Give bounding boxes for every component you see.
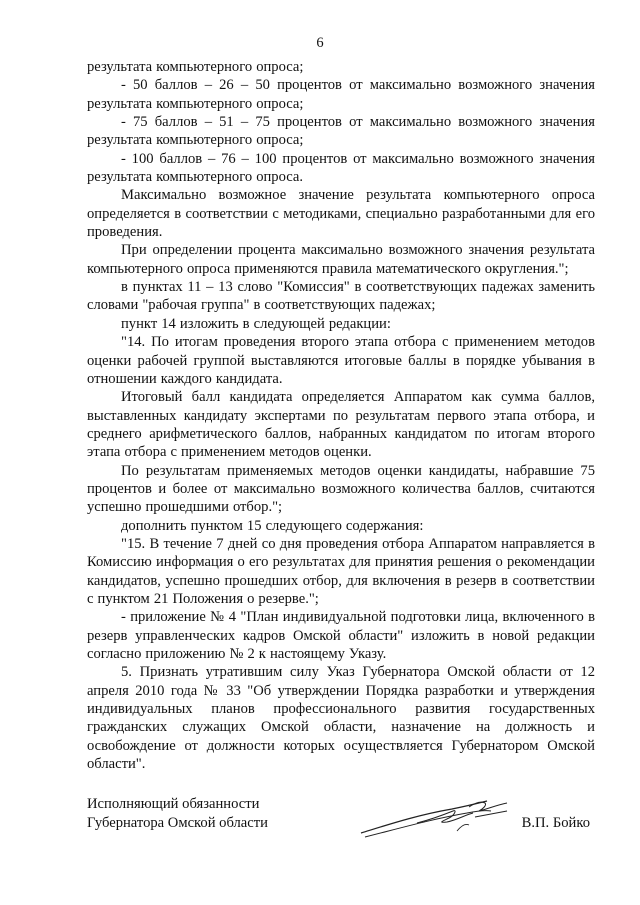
paragraph-point-5: 5. Признать утратившим силу Указ Губернатора Омской области от 12 апреля 2010 года № 33 "Об утверждении Порядка разработки и утверждения индивидуальных планов профессионального развития государственных гражданских служащих Омской области, назначение на должность и освобождение от должности которых осуществляется Губернатором Омской области". <box>87 664 595 773</box>
paragraph-max-value: Максимально возможное значение результата компьютерного опроса определяется в соответствии с методиками, специально разработанными для его проведения. <box>87 187 595 241</box>
list-item-75-points: - 75 баллов – 51 – 75 процентов от максимально возможного значения результата компьютерного опроса; <box>87 114 595 149</box>
paragraph-item-15-intro: дополнить пунктом 15 следующего содержания: <box>121 517 424 534</box>
paragraph-appendix-4: - приложение № 4 "План индивидуальной подготовки лица, включенного в резерв управленческих кадров Омской области" изложить в новой редакции согласно приложению № 2 к настоящему Указу. <box>87 609 595 662</box>
signatory-title-line1: Исполняющий обязанности <box>87 796 260 812</box>
signatory-title <box>87 795 268 832</box>
signatory-title-line2: Губернатора Омской области <box>87 814 268 831</box>
paragraph-item-14-intro: пункт 14 изложить в следующей редакции: <box>121 315 391 332</box>
paragraph-items-11-13: в пунктах 11 – 13 слово "Комиссия" в соответствующих падежах заменить словами "рабочая группа" в соответствующих падежах; <box>87 279 595 314</box>
paragraph-total-score: Итоговый балл кандидата определяется Аппаратом как сумма баллов, выставленных кандидату экспертами по результатам первого этапа отбора, и среднего арифметического баллов, набранных кандидатом по итогам второго этапа отбора с применением методов оценки. <box>87 389 595 461</box>
document-body <box>87 58 595 773</box>
paragraph-results: По результатам применяемых методов оценки кандидаты, набравшие 75 процентов и более от максимально возможного количества баллов, считаются успешно прошедшими отбор."; <box>87 462 595 516</box>
paragraph-item-14: "14. По итогам проведения второго этапа отбора с применением методов оценки рабочей группой выставляются итоговые баллы в порядке убывания в отношении каждого кандидата. <box>87 334 595 387</box>
signature-block <box>87 795 595 855</box>
paragraph-item-15: "15. В течение 7 дней со дня проведения отбора Аппаратом направляется в Комиссию информация о его результатах для принятия решения о рекомендации кандидатов, успешно прошедших отбор, для включения в резерв в соответствии с пунктом 21 Положения о резерве."; <box>87 535 595 607</box>
paragraph-rounding: При определении процента максимально возможного значения результата компьютерного опроса применяются правила математического округления."; <box>87 242 595 277</box>
page-number: 6 <box>316 35 324 51</box>
signatory-name: В.П. Бойко <box>521 814 590 831</box>
list-item-100-points: - 100 баллов – 76 – 100 процентов от максимально возможного значения результата компьютерного опроса. <box>87 150 595 186</box>
paragraph-continuation: результата компьютерного опроса; <box>87 59 304 75</box>
list-item-50-points: - 50 баллов – 26 – 50 процентов от максимально возможного значения результата компьютерного опроса; <box>87 77 595 112</box>
handwritten-signature <box>357 793 522 841</box>
